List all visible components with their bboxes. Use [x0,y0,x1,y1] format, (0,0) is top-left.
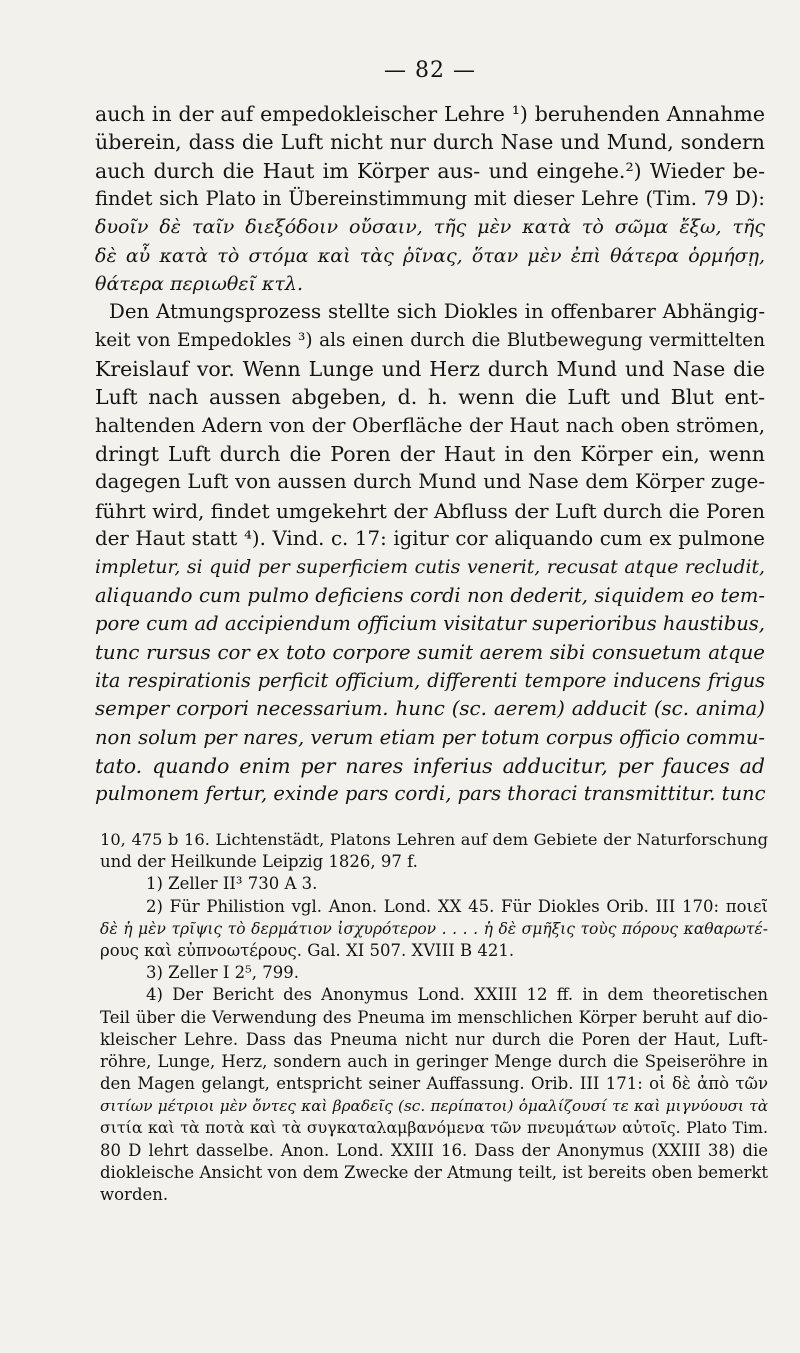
main-text [95,100,765,809]
latin-quote-line: tato. quando enim per nares inferius adducitur, per fauces ad [95,753,765,778]
latin-quote-line: pulmonem fertur, exinde pars cordi, pars thoraci transmittitur. tunc [95,782,766,806]
footnote-line: röhre, Lunge, Herz, sondern auch in geringer Menge durch die Speiseröhre in [100,1051,768,1071]
text-line: dringt Luft durch die Poren der Haut in den Körper ein, wenn [95,442,765,467]
greek-quote-line: δυοῖν δὲ ταῖν διεξόδοιν οὔσαιν, τῆς μὲν κατὰ τὸ σῶμα ἔξω, τῆς [95,216,765,239]
footnote-line: ρους καὶ εὐπνοωτέρους. Gal. XI 507. XVIII B 421. [100,940,515,960]
footnote-line: worden. [100,1185,169,1204]
latin-quote-line: aliquando cum pulmo deficiens cordi non dederit, siquidem eo tem- [95,583,765,607]
latin-quote-line: semper corpori necessarium. hunc (sc. aerem) adducit (sc. anima) [95,697,765,721]
latin-quote-line: ita respirationis perficit officium, differenti tempore inducens frigus [95,668,765,692]
footnote-line: σιτία καὶ τὰ ποτὰ καὶ τὰ συγκαταλαμβανόμενα τῶν πνευμάτων αὐτοῖς. Plato Tim. [100,1118,768,1138]
footnote-line: Teil über die Verwendung des Pneuma im menschlichen Körper beruht auf dio- [100,1007,768,1027]
text-line: Den Atmungsprozess stellte sich Diokles in offenbarer Abhängig- [109,300,765,324]
footnote-line: 80 D lehrt dasselbe. Anon. Lond. XXIII 16. Dass der Anonymus (XXIII 38) die [100,1140,768,1160]
footnote-2: 2) Für Philistion vgl. Anon. Lond. XX 45. Für Diokles Orib. III 170: ποιεῖ [146,896,768,916]
latin-quote-line: non solum per nares, verum etiam per totum corpus officio commu- [95,725,765,749]
footnote-line: diokleische Ansicht von dem Zwecke der Atmung teilt, ist bereits oben bemerkt [100,1162,768,1182]
text-line: haltenden Adern von der Oberfläche der Haut nach oben strömen, [95,413,765,437]
greek-quote-line: δὲ αὖ κατὰ τὸ στόμα καὶ τὰς ῥῖνας, ὅταν μὲν ἐπὶ θάτερα ὁρμήσῃ, [95,244,765,267]
text-line: Kreislauf vor. Wenn Lunge und Herz durch Mund und Nase die [95,357,765,382]
text-line: findet sich Plato in Übereinstimmung mit dieser Lehre (Tim. 79 D): [95,187,765,211]
page-number: — 82 — [384,58,476,83]
text-line: der Haut statt ⁴). Vind. c. 17: igitur cor aliquando cum ex pulmone [95,527,765,551]
latin-quote-line: tunc rursus cor ex toto corpore sumit aerem sibi consuetum atque [95,640,765,664]
footnote-line: den Magen gelangt, entspricht seiner Auffassung. Orib. III 171: οἱ δὲ ἀπὸ τῶν [100,1074,768,1094]
text-line: Luft nach aussen abgeben, d. h. wenn die Luft und Blut ent- [95,385,765,410]
footnote-line: δὲ ἡ μὲν τρῖψις τὸ δερμάτιον ἰσχυρότερον . . . . ἡ δὲ σμῆξις τοὺς πόρους καθαρωτέ- [100,919,768,938]
footnote-1: 1) Zeller II³ 730 A 3. [146,874,318,894]
footnote-3: 3) Zeller I 2⁵, 799. [146,963,299,983]
footnote-line: σιτίων μέτριοι μὲν ὄντες καὶ βραδεῖς (sc. περίπατοι) ὁμαλίζουσί τε καὶ μιγνύουσι τὰ [100,1097,768,1116]
latin-quote-line: pore cum ad accipiendum officium visitatur superioribus haustibus, [95,612,765,636]
text-line: auch in der auf empedokleischer Lehre ¹) beruhenden Annahme [95,102,765,126]
footnote-4: 4) Der Bericht des Anonymus Lond. XXIII 12 ff. in dem theoretischen [146,985,768,1005]
footnote-line: kleischer Lehre. Dass das Pneuma nicht nur durch die Poren der Haut, Luft- [100,1029,768,1049]
footnote-line: 10, 475 b 16. Lichtenstädt, Platons Lehren auf dem Gebiete der Naturforschung [100,830,768,849]
text-line: keit von Empedokles ³) als einen durch die Blutbewegung vermittelten [95,329,765,351]
footnote-line: und der Heilkunde Leipzig 1826, 97 f. [100,852,418,872]
text-line: dagegen Luft von aussen durch Mund und Nase dem Körper zuge- [95,470,765,494]
latin-quote-line: impletur, si quid per superficiem cutis venerit, recusat atque recludit, [95,556,765,578]
text-line: überein, dass die Luft nicht nur durch Nase und Mund, sondern [95,130,765,155]
greek-quote-line: θάτερα περιωθεῖ κτλ. [95,273,303,296]
text-line: auch durch die Haut im Körper aus- und eingehe.²) Wieder be- [95,158,765,183]
footnotes [100,829,768,1206]
text-line: führt wird, findet umgekehrt der Abfluss der Luft durch die Poren [95,498,765,523]
